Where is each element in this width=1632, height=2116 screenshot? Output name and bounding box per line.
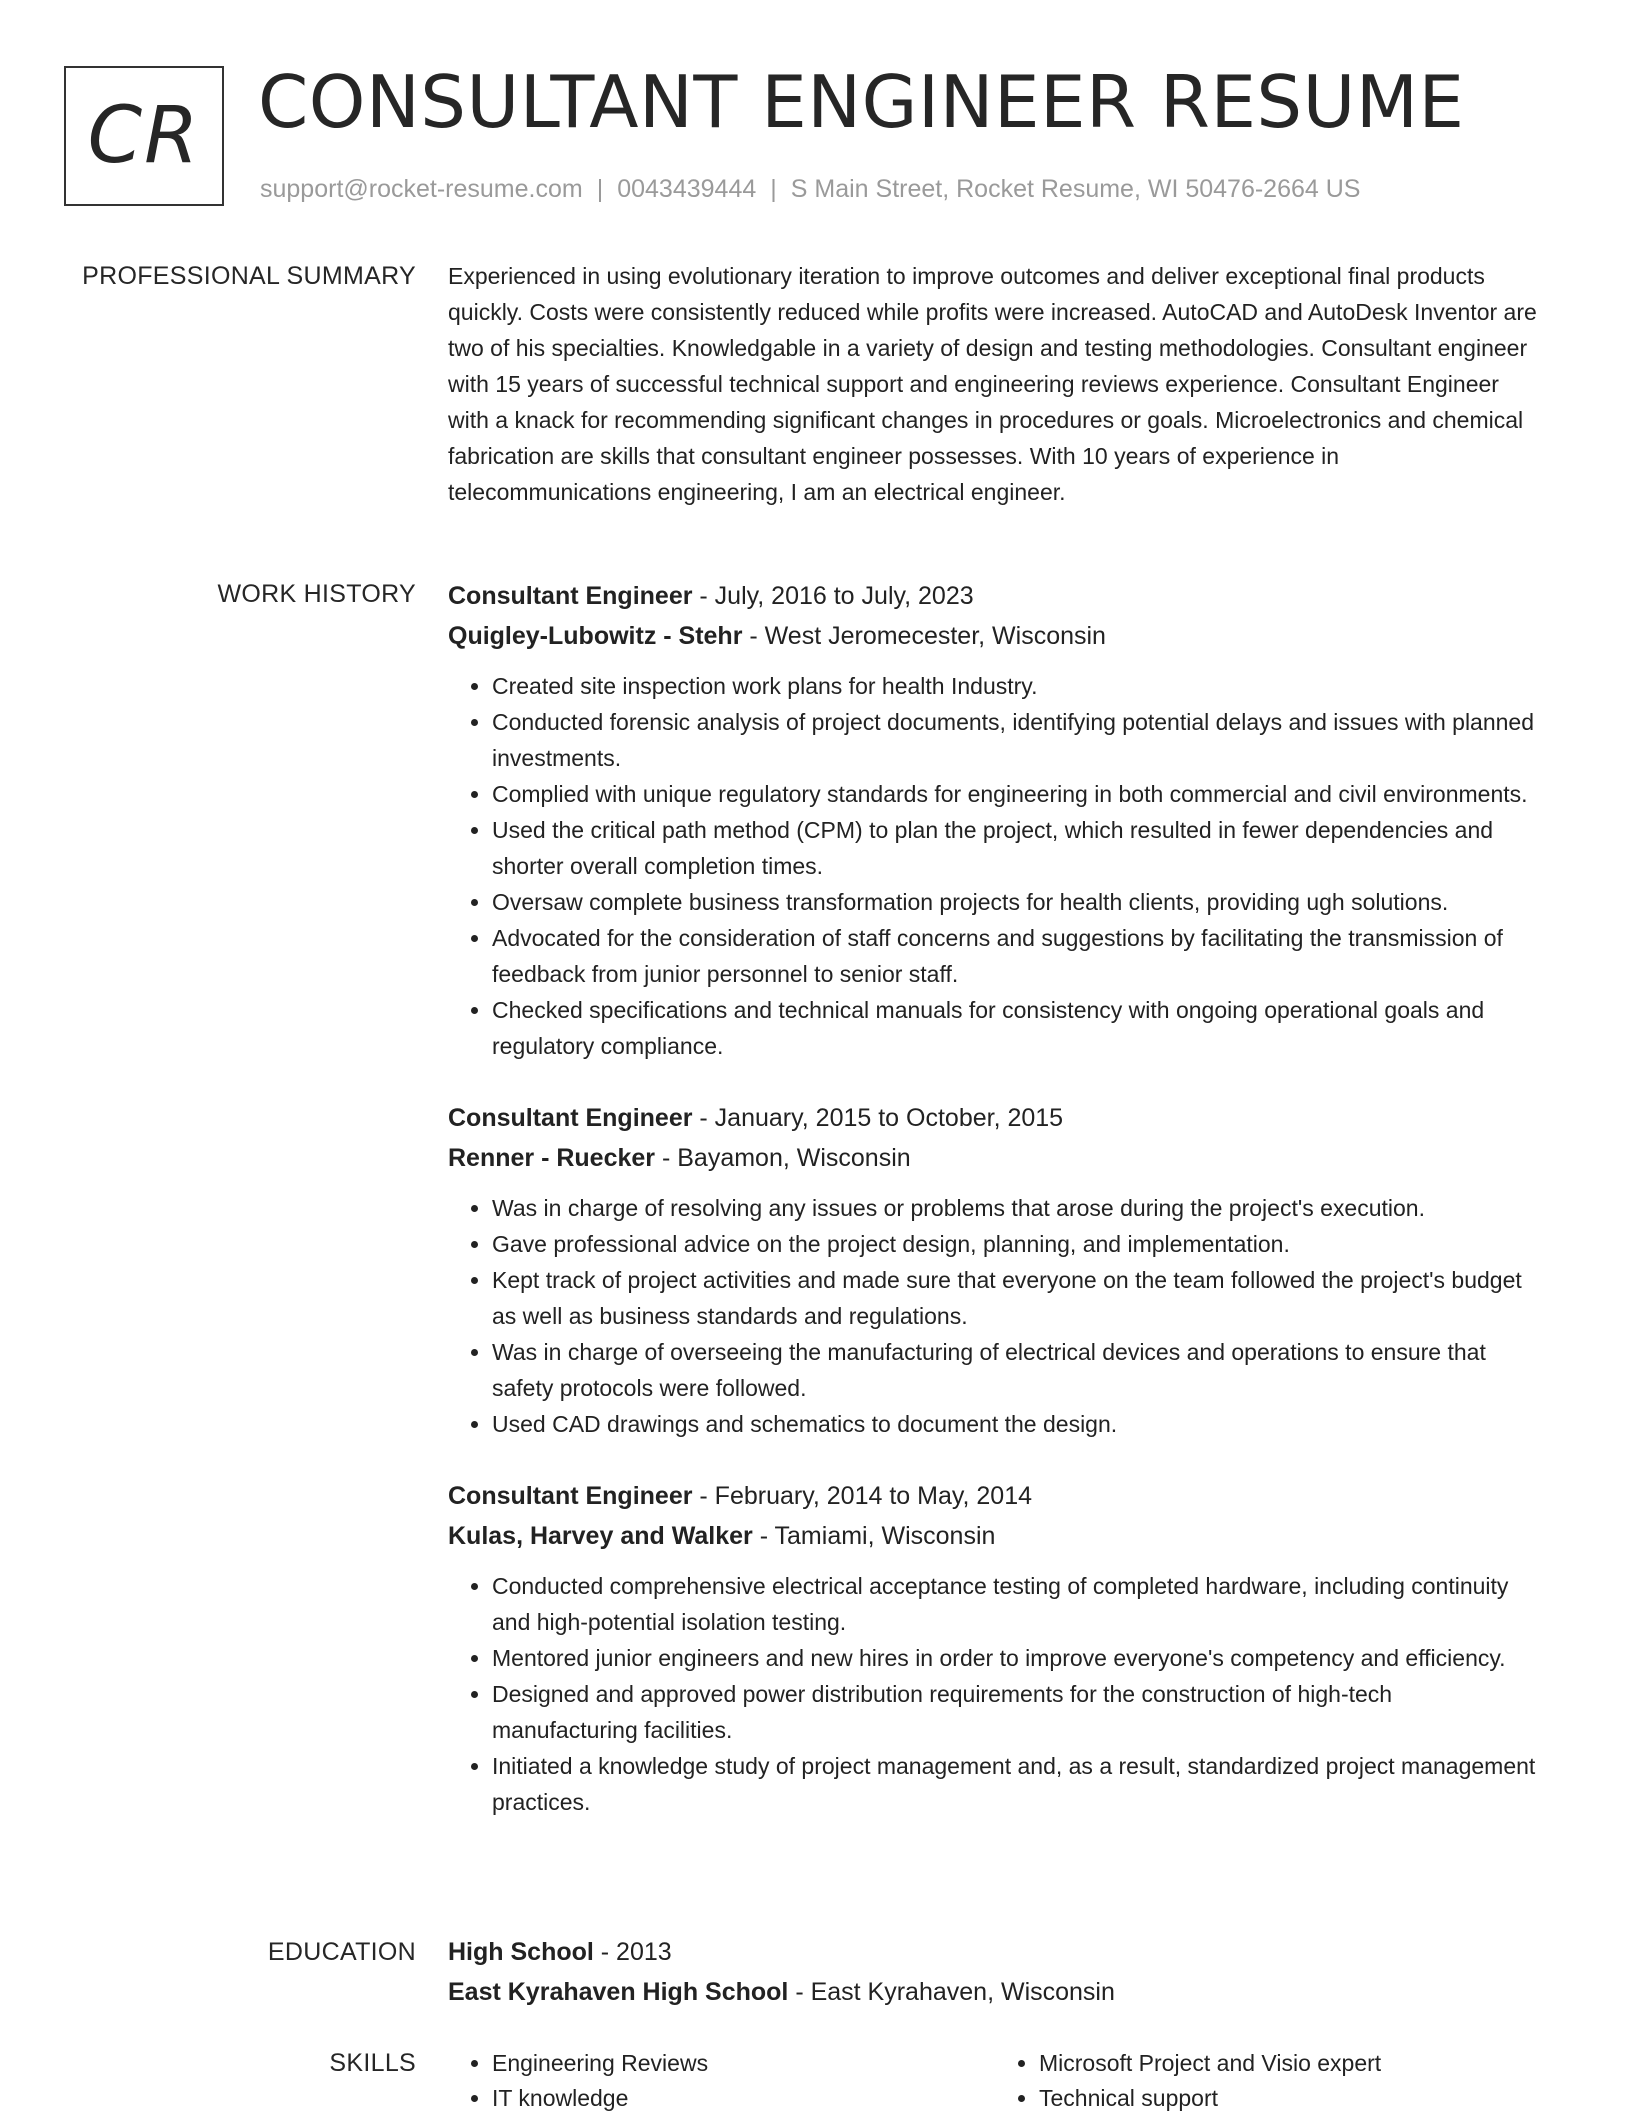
skill-item: • IT knowledge	[492, 2081, 995, 2116]
job-bullet: • Conducted comprehensive electrical acceptance testing of completed hardware, including continuity and high-potential isolation testing.	[492, 1568, 1542, 1640]
job-bullet: • Used the critical path method (CPM) to plan the project, which resulted in fewer dependencies and shorter overall completion times.	[492, 812, 1542, 884]
job-location: - Bayamon, Wisconsin	[655, 1144, 911, 1172]
job-company: Renner - Ruecker	[448, 1144, 656, 1172]
job-entry	[448, 1098, 1542, 1442]
job-bullet: • Gave professional advice on the project design, planning, and implementation.	[492, 1226, 1542, 1262]
education-degree-line	[448, 1932, 1542, 1972]
job-company-line	[448, 1516, 1542, 1556]
contact-line	[260, 174, 1360, 204]
job-company: Kulas, Harvey and Walker	[448, 1522, 753, 1550]
job-location: - West Jeromecester, Wisconsin	[742, 622, 1106, 650]
summary-content	[448, 258, 1542, 510]
resume-title: CONSULTANT ENGINEER RESUME	[258, 60, 1465, 144]
job-dates: - January, 2015 to October, 2015	[692, 1104, 1064, 1132]
skills-list-right	[995, 2046, 1542, 2116]
work-history-label: WORK HISTORY	[217, 580, 416, 608]
job-bullet: • Initiated a knowledge study of project management and, as a result, standardized project management practices.	[492, 1748, 1542, 1820]
education-degree: High School	[448, 1938, 594, 1966]
job-bullet: • Advocated for the consideration of staff concerns and suggestions by facilitating the transmission of feedback from junior personnel to senior staff.	[492, 920, 1542, 992]
skills-content	[448, 2046, 1542, 2116]
job-bullets	[448, 668, 1542, 1064]
skill-item: • Technical support	[1039, 2081, 1542, 2116]
job-bullet: • Was in charge of resolving any issues or problems that arose during the project's execution.	[492, 1190, 1542, 1226]
contact-address: S Main Street, Rocket Resume, WI 50476-2664 US	[790, 175, 1361, 203]
contact-email: support@rocket-resume.com	[260, 175, 583, 203]
job-bullets	[448, 1568, 1542, 1820]
job-location: - Tamiami, Wisconsin	[752, 1522, 996, 1550]
contact-separator: |	[596, 175, 604, 203]
job-title-line	[448, 1098, 1542, 1138]
resume-header	[64, 60, 1572, 210]
job-bullet: • Complied with unique regulatory standards for engineering in both commercial and civil environments.	[492, 776, 1542, 812]
job-company-line	[448, 616, 1542, 656]
job-company-line	[448, 1138, 1542, 1178]
job-title: Consultant Engineer	[448, 1104, 693, 1132]
skills-list-left	[448, 2046, 995, 2116]
contact-separator: |	[770, 175, 777, 203]
job-bullets	[448, 1190, 1542, 1442]
job-bullet: • Conducted forensic analysis of project documents, identifying potential delays and issues with planned investments.	[492, 704, 1542, 776]
job-title: Consultant Engineer	[448, 582, 693, 610]
job-dates: - February, 2014 to May, 2014	[692, 1482, 1032, 1510]
education-location: - East Kyrahaven, Wisconsin	[788, 1978, 1115, 2006]
job-bullet: • Designed and approved power distribution requirements for the construction of high-tech manufacturing facilities.	[492, 1676, 1542, 1748]
education-school: East Kyrahaven High School	[448, 1978, 789, 2006]
contact-phone: 0043439444	[617, 175, 757, 203]
education-school-line	[448, 1972, 1542, 2012]
job-bullet: • Was in charge of overseeing the manufacturing of electrical devices and operations to ensure that safety protocols were followed.	[492, 1334, 1542, 1406]
monogram: CR	[64, 66, 224, 206]
job-title: Consultant Engineer	[448, 1482, 693, 1510]
skills-label: SKILLS	[329, 2049, 416, 2077]
skill-item: • Microsoft Project and Visio expert	[1039, 2046, 1542, 2081]
job-bullet: • Kept track of project activities and made sure that everyone on the team followed the project's budget as well as business standards and regulations.	[492, 1262, 1542, 1334]
skill-item: • Engineering Reviews	[492, 2046, 995, 2081]
summary-text: Experienced in using evolutionary iteration to improve outcomes and deliver exceptional final products quickly. Costs were consistently reduced while profits were increased. AutoCAD and AutoDesk Inventor are two of his specialties. Knowledgable in a variety of design and testing methodologies. Consultant engineer with 15 years of successful technical support and engineering reviews experience. Consultant Engineer with a knack for recommending significant changes in procedures or goals. Microelectronics and chemical fabrication are skills that consultant engineer possesses. With 10 years of experience in telecommunications engineering, I am an electrical engineer.	[448, 263, 1537, 505]
education-content	[448, 1932, 1542, 2012]
job-bullet: • Checked specifications and technical manuals for consistency with ongoing operational goals and regulatory compliance.	[492, 992, 1542, 1064]
work-history-content	[448, 576, 1542, 1854]
job-bullet: • Used CAD drawings and schematics to document the design.	[492, 1406, 1542, 1442]
education-year: - 2013	[593, 1938, 672, 1966]
job-company: Quigley-Lubowitz - Stehr	[448, 622, 743, 650]
education-label: EDUCATION	[267, 1938, 416, 1966]
job-bullet: • Mentored junior engineers and new hires in order to improve everyone's competency and efficiency.	[492, 1640, 1542, 1676]
job-title-line	[448, 576, 1542, 616]
job-title-line	[448, 1476, 1542, 1516]
job-entry	[448, 576, 1542, 1064]
summary-label: PROFESSIONAL SUMMARY	[82, 262, 416, 290]
job-bullet: • Oversaw complete business transformation projects for health clients, providing ugh solutions.	[492, 884, 1542, 920]
job-bullet: • Created site inspection work plans for health Industry.	[492, 668, 1542, 704]
job-entry	[448, 1476, 1542, 1820]
job-dates: - July, 2016 to July, 2023	[692, 582, 974, 610]
